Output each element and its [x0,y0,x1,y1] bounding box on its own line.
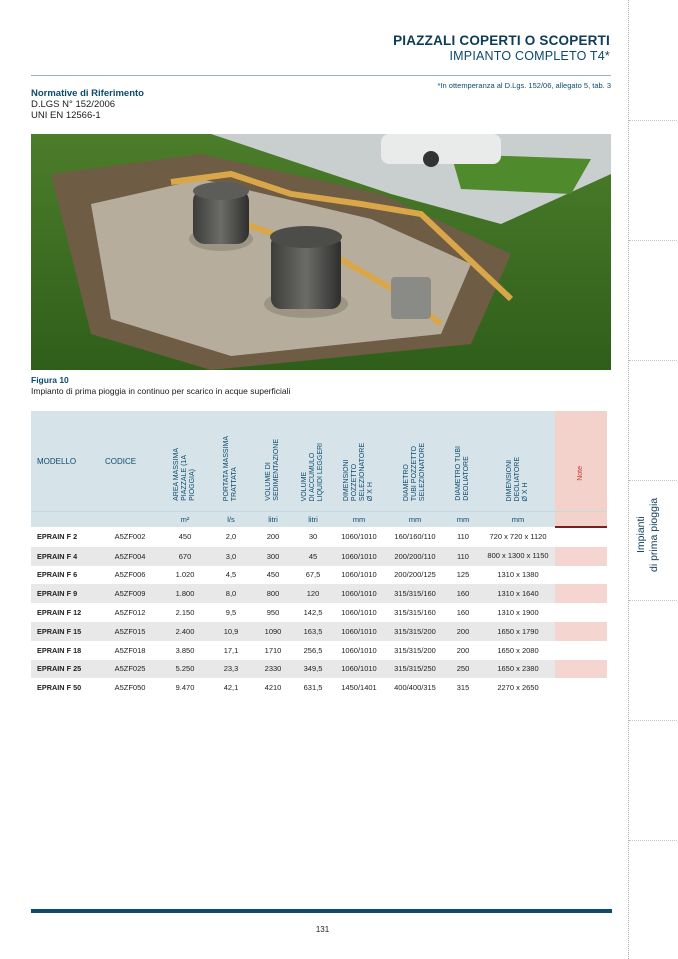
cell-code: A5ZF018 [114,645,146,655]
cell-dim-sel: 1060/1010 [341,532,377,542]
table-units-row [31,512,607,528]
cell-tubi-sel: 315/315/160 [385,584,445,603]
cell-portata: 9,5 [225,608,237,618]
cell-note [555,678,607,697]
normative-block [31,81,611,121]
col-header-sedimentazione: VOLUME DI SEDIMENTAZIONE [265,439,280,501]
col-header-tubi-deoliatore: DIAMETRO TUBI DEOLIATORE [455,446,470,501]
cell-tubi-sel: 315/315/200 [394,645,436,655]
cell-tubi-deo: 200 [445,622,481,641]
cell-dim-deo: 2270 x 2650 [497,683,539,693]
cell-note [555,641,607,660]
cell-area: 9.470 [175,683,195,693]
col-header-modello: MODELLO [31,411,99,512]
cell-model: EPRAIN F 50 [37,683,82,693]
cell-code: A5ZF015 [99,622,161,641]
table-row [31,660,607,679]
cell-tubi-sel: 160/160/110 [394,532,436,542]
cell-code: A5ZF006 [114,570,146,580]
cell-note [555,603,607,622]
cell-tubi-deo: 250 [445,660,481,679]
cell-sed: 200 [266,532,280,542]
cell-dim-sel: 1060/1010 [333,584,385,603]
col-header-note: Note [577,466,584,481]
page-subtitle: IMPIANTO COMPLETO T4* [449,49,610,63]
cell-area: 1.800 [161,584,209,603]
cell-tubi-sel: 400/400/315 [394,683,436,693]
col-header-accumulo: VOLUME DI ACCUMULO LIQUIDI LEGGERI [301,442,324,501]
cell-code: A5ZF009 [99,584,161,603]
unit-cell [99,512,161,528]
page-title: PIAZZALI COPERTI O SCOPERTI [393,33,610,48]
table-header-row [31,411,607,512]
cell-model: EPRAIN F 6 [37,570,78,580]
figure-caption: Impianto di prima pioggia in continuo per scarico in acque superficiali [31,386,291,396]
cell-sed: 800 [253,584,293,603]
cell-portata: 42,1 [223,683,239,693]
cell-portata: 3,0 [209,547,253,566]
cell-note [555,584,607,603]
cell-area: 3.850 [175,645,195,655]
cell-model: EPRAIN F 18 [37,645,82,655]
cell-area: 5.250 [161,660,209,679]
cell-tubi-deo: 160 [456,608,470,618]
cell-sed: 4210 [264,683,282,693]
unit-cell: mm [481,512,555,528]
cell-sed: 2330 [253,660,293,679]
cell-portata: 2,0 [225,532,237,542]
cell-dim-sel: 1060/1010 [333,622,385,641]
cell-acc: 631,5 [303,683,323,693]
footer-rule [31,909,612,913]
unit-cell: mm [385,512,445,528]
cell-dim-deo: 1310 x 1380 [497,570,539,580]
product-table [31,411,607,697]
cell-tubi-sel: 315/315/160 [394,608,436,618]
cell-tubi-sel: 315/315/200 [385,622,445,641]
cell-acc: 142,5 [303,608,323,618]
cell-dim-deo: 720 x 720 x 1120 [489,531,547,541]
normative-line-2: UNI EN 12566-1 [31,110,101,121]
col-header-area: AREA MASSIMA PIAZZALE (1A PIOGGIA) [173,448,196,501]
cell-sed: 450 [266,570,280,580]
cell-tubi-sel: 200/200/110 [385,547,445,566]
col-header-dim-deoliatore: DIMENSIONI DEOLIATORE Ø X H [506,456,529,501]
unit-cell: l/s [209,512,253,528]
unit-cell [31,512,99,528]
page-number: 131 [315,925,330,934]
cell-model: EPRAIN F 25 [31,660,99,679]
cell-tubi-deo: 110 [457,532,469,542]
table-row [31,622,607,641]
table-row [31,566,607,585]
cell-code: A5ZF012 [114,608,146,618]
cell-acc: 120 [293,584,333,603]
cell-model: EPRAIN F 2 [37,532,78,542]
cell-note [555,547,607,566]
cell-tubi-deo: 110 [445,547,481,566]
cell-acc: 349,5 [293,660,333,679]
cell-code: A5ZF025 [99,660,161,679]
cell-dim-deo: 1650 x 2380 [481,660,555,679]
cell-note [555,527,607,547]
cell-model: EPRAIN F 4 [31,547,99,566]
cell-dim-deo: 1310 x 1900 [497,608,539,618]
cell-acc: 45 [293,547,333,566]
cell-acc: 30 [308,532,318,542]
cell-code: A5ZF002 [114,532,146,542]
col-header-tubi-selezionatore: DIAMETRO TUBI POZZETTO SELEZIONATORE [403,442,426,501]
cell-model: EPRAIN F 9 [31,584,99,603]
cell-code: A5ZF050 [114,683,146,693]
side-tab-impianti[interactable] [633,475,673,595]
unit-cell: m² [161,512,209,528]
cell-acc: 67,5 [305,570,321,580]
installation-illustration [31,134,611,370]
unit-cell: mm [445,512,481,528]
cell-model: EPRAIN F 15 [31,622,99,641]
table-row [31,547,607,566]
table-row [31,527,607,547]
col-header-codice: CODICE [99,411,161,512]
cell-dim-sel: 1060/1010 [341,608,377,618]
unit-cell: litri [293,512,333,528]
cell-model: EPRAIN F 12 [37,608,82,618]
cell-note [555,660,607,679]
cell-area: 450 [178,532,192,542]
cell-acc: 256,5 [303,645,323,655]
header-rule [31,75,611,76]
table-row [31,584,607,603]
cell-tubi-deo: 160 [445,584,481,603]
cell-dim-deo: 1650 x 2080 [497,645,539,655]
normative-heading: Normative di Riferimento [31,88,144,99]
cell-sed: 1710 [264,645,282,655]
cell-portata: 23,3 [209,660,253,679]
cell-tubi-sel: 200/200/125 [394,570,436,580]
cell-dim-sel: 1450/1401 [341,683,377,693]
unit-cell: mm [333,512,385,528]
cell-note [555,566,607,585]
compliance-note: *In ottemperanza al D.Lgs. 152/06, allegato 5, tab. 3 [437,81,611,90]
cell-tubi-deo: 125 [456,570,470,580]
table-row [31,641,607,660]
unit-cell [555,512,607,528]
cell-sed: 1090 [253,622,293,641]
cell-dim-deo: 800 x 1300 x 1150 [481,547,555,566]
cell-area: 2.400 [161,622,209,641]
cell-portata: 4,5 [225,570,237,580]
table-row [31,678,607,697]
cell-sed: 300 [253,547,293,566]
cell-code: A5ZF004 [99,547,161,566]
table-row [31,603,607,622]
cell-tubi-deo: 200 [456,645,470,655]
cell-portata: 17,1 [223,645,239,655]
col-header-dim-selezionatore: DIMENSIONI POZZETTO SELEZIONATORE Ø X H [343,442,374,501]
cell-dim-sel: 1060/1010 [341,570,377,580]
cell-area: 670 [161,547,209,566]
cell-dim-sel: 1060/1010 [333,660,385,679]
figure-label: Figura 10 [31,375,69,385]
cell-tubi-sel: 315/315/250 [385,660,445,679]
cell-note [555,622,607,641]
cell-area: 2.150 [175,608,195,618]
col-header-portata: PORTATA MASSIMA TRATTATA [223,435,238,501]
cell-portata: 8,0 [209,584,253,603]
cell-portata: 10,9 [209,622,253,641]
cell-dim-deo: 1650 x 1790 [481,622,555,641]
cell-tubi-deo: 315 [456,683,470,693]
side-tab-label: Impianti di prima pioggia [635,497,660,573]
cell-dim-deo: 1310 x 1640 [481,584,555,603]
normative-line-1: D.LGS N° 152/2006 [31,99,116,110]
unit-cell: litri [253,512,293,528]
cell-acc: 163,5 [293,622,333,641]
cell-dim-sel: 1060/1010 [333,547,385,566]
cell-dim-sel: 1060/1010 [341,645,377,655]
cell-sed: 950 [266,608,280,618]
cell-area: 1.020 [175,570,195,580]
